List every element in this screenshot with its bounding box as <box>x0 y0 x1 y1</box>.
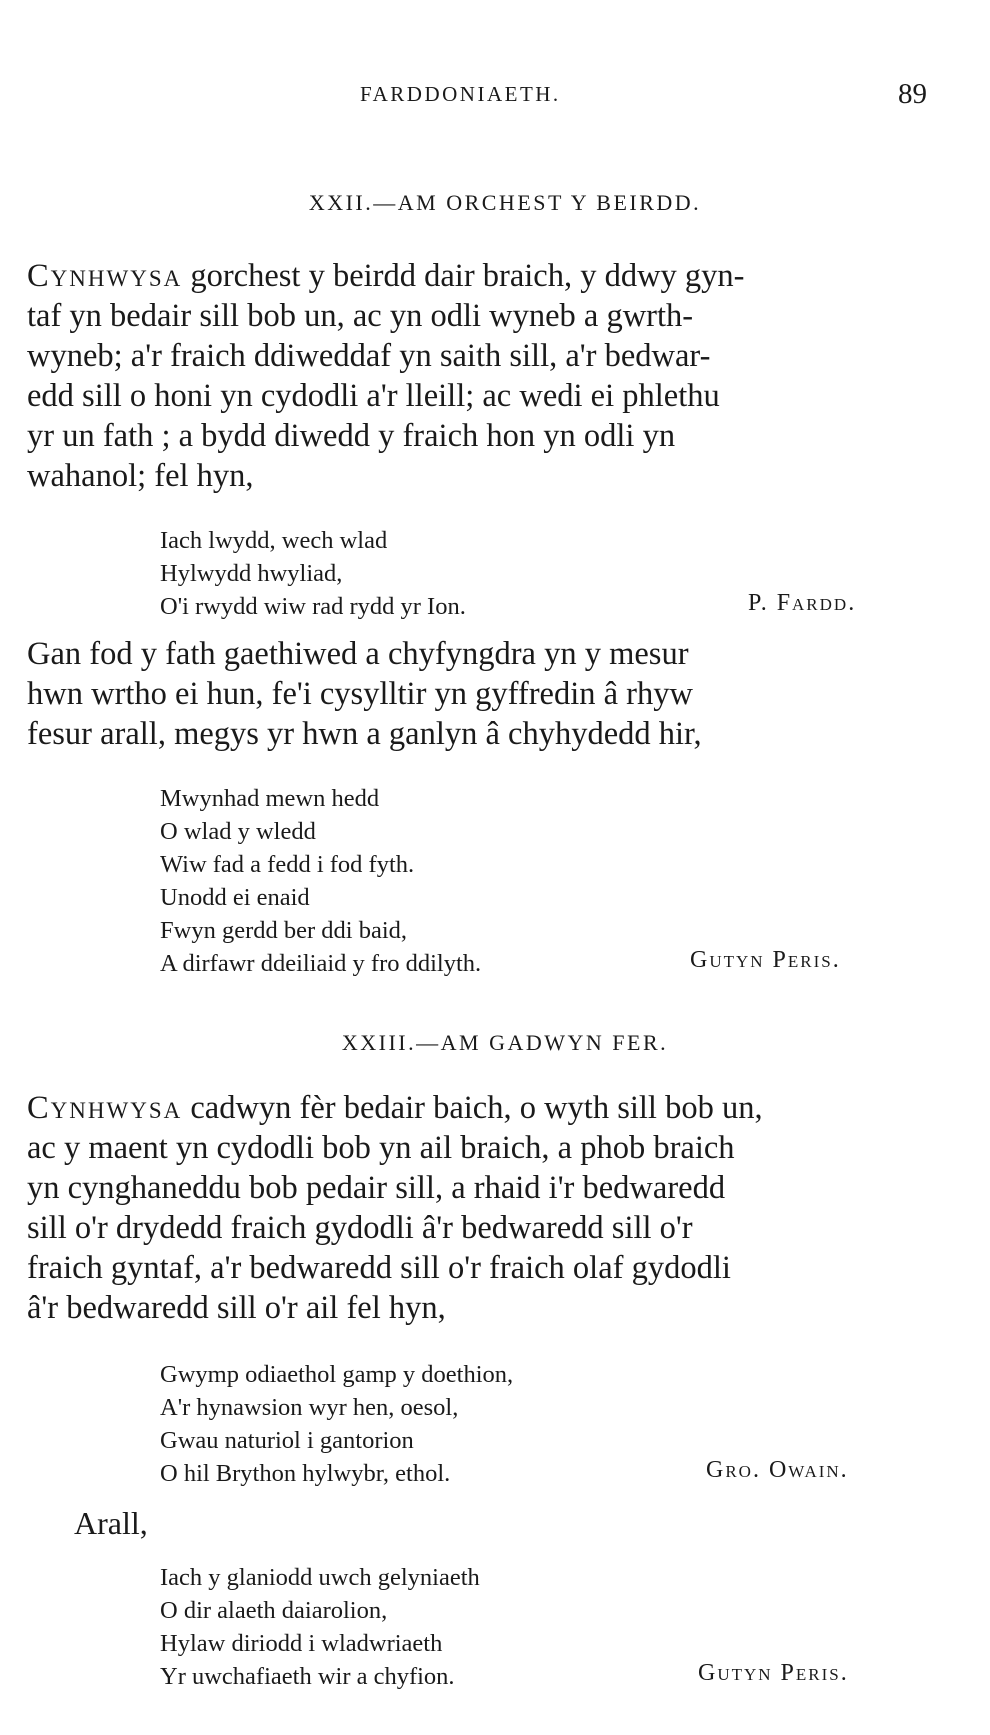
verse-line: O dir alaeth daiarolion, <box>160 1597 388 1624</box>
verse-line: O'i rwydd wiw rad rydd yr Ion. <box>160 593 466 620</box>
prose-line: yr un fath ; a bydd diwedd y fraich hon yn odli yn <box>27 418 676 454</box>
prose-line: edd sill o honi yn cydodli a'r lleill; ac wedi ei phlethu <box>27 378 720 414</box>
prose-line: wyneb; a'r fraich ddiweddaf yn saith sill, a'r bedwar- <box>27 338 711 374</box>
verse-line: Mwynhad mewn hedd <box>160 785 380 812</box>
verse-line: Gwau naturiol i gantorion <box>160 1427 414 1454</box>
prose-line: yn cynghaneddu bob pedair sill, a rhaid i'r bedwaredd <box>27 1170 726 1206</box>
page-number: 89 <box>898 78 927 110</box>
verse-line: O wlad y wledd <box>160 818 316 845</box>
prose-line: wahanol; fel hyn, <box>27 458 254 494</box>
verse-attribution: Gutyn Peris. <box>698 1660 849 1686</box>
verse-line: A dirfawr ddeiliaid y fro ddilyth. <box>160 950 482 977</box>
verse-line: Iach lwydd, wech wlad <box>160 527 388 554</box>
paragraph-cyfyngdra <box>27 634 935 754</box>
verse-line: Yr uwchafiaeth wir a chyfion. <box>160 1663 455 1690</box>
prose-line: Cynhwysa gorchest y beirdd dair braich, y ddwy gyn- <box>27 258 745 294</box>
running-head <box>0 78 990 118</box>
paragraph-orchest <box>27 256 935 496</box>
verse-line: Wiw fad a fedd i fod fyth. <box>160 851 415 878</box>
section-heading-xxiii: XXIII.—AM GADWYN FER. <box>341 1030 669 1055</box>
verse-line: Unodd ei enaid <box>160 884 310 911</box>
prose-line: fraich gyntaf, a'r bedwaredd sill o'r fraich olaf gydodli <box>27 1250 731 1286</box>
lead-word: Cynhwysa <box>27 1090 183 1126</box>
verse-line: A'r hynawsion wyr hen, oesol, <box>160 1394 459 1421</box>
verse-line: Hylaw diriodd i wladwriaeth <box>160 1630 443 1657</box>
prose-line: Cynhwysa cadwyn fèr bedair baich, o wyth sill bob un, <box>27 1090 763 1126</box>
prose-line: â'r bedwaredd sill o'r ail fel hyn, <box>27 1290 446 1326</box>
verse-line: Gwymp odiaethol gamp y doethion, <box>160 1361 514 1388</box>
paragraph-cadwyn-fer <box>27 1088 935 1328</box>
prose-line: sill o'r drydedd fraich gydodli â'r bedwaredd sill o'r <box>27 1210 693 1246</box>
verse-line: Iach y glaniodd uwch gelyniaeth <box>160 1564 480 1591</box>
verse-attribution: Gutyn Peris. <box>690 947 841 973</box>
prose-line: hwn wrtho ei hun, fe'i cysylltir yn gyffredin â rhyw <box>27 676 693 712</box>
prose-line: ac y maent yn cydodli bob yn ail braich, a phob braich <box>27 1130 735 1166</box>
running-title: FARDDONIAETH. <box>360 82 561 106</box>
verse-attribution: Gro. Owain. <box>706 1457 849 1483</box>
prose-line: Gan fod y fath gaethiwed a chyfyngdra yn y mesur <box>27 636 689 672</box>
prose-line: fesur arall, megys yr hwn a ganlyn â chyhydedd hir, <box>27 716 702 752</box>
verse-line: O hil Brython hylwybr, ethol. <box>160 1460 451 1487</box>
verse-line: Hylwydd hwyliad, <box>160 560 343 587</box>
arall-label: Arall, <box>74 1505 148 1541</box>
lead-word: Cynhwysa <box>27 258 183 294</box>
verse-line: Fwyn gerdd ber ddi baid, <box>160 917 407 944</box>
section-heading-xxii: XXII.—AM ORCHEST Y BEIRDD. <box>308 190 702 215</box>
prose-line: taf yn bedair sill bob un, ac yn odli wyneb a gwrth- <box>27 298 694 334</box>
verse-attribution: P. Fardd. <box>748 590 857 616</box>
